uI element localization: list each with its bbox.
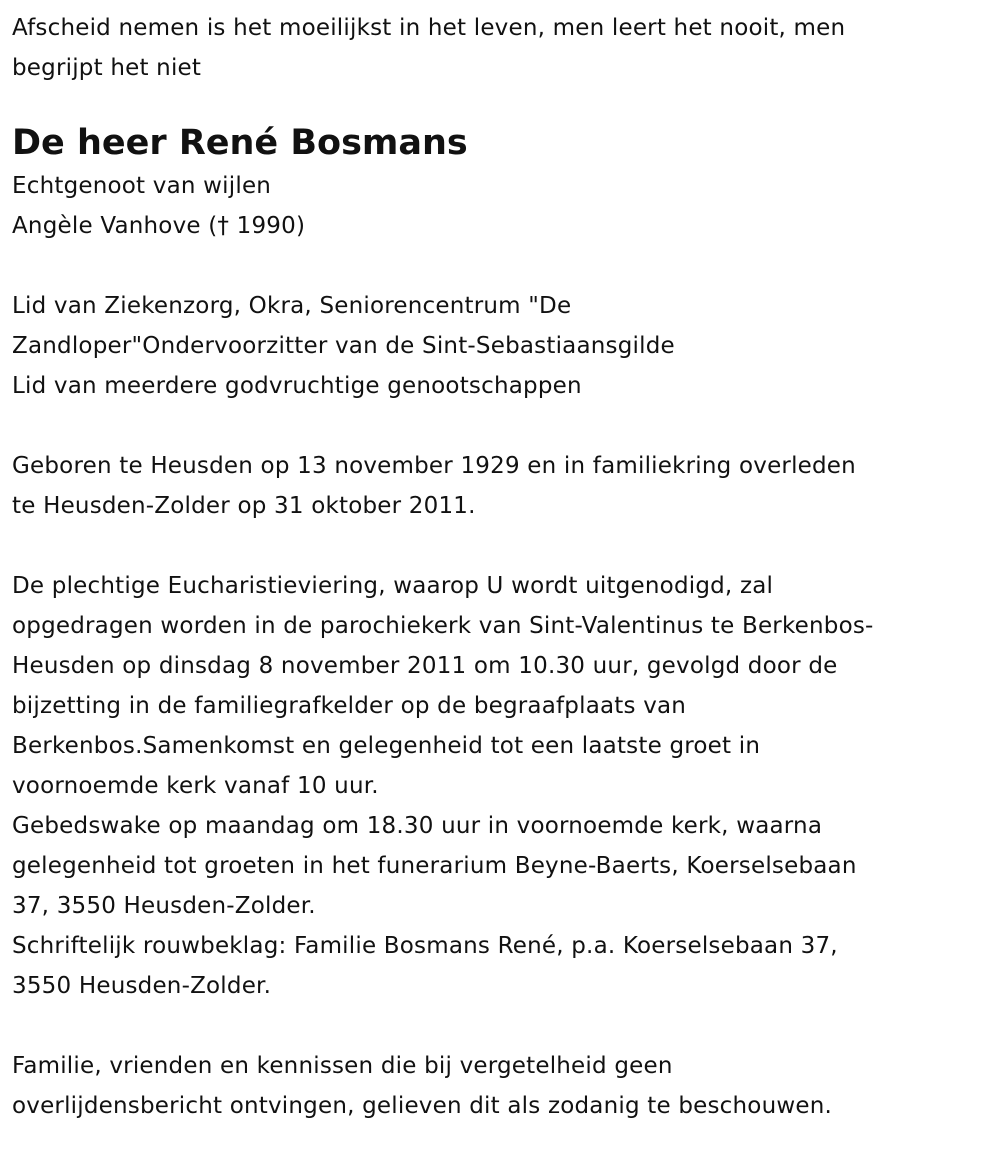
ceremony-info bbox=[12, 566, 1000, 1006]
ceremony-line: De plechtige Eucharistieviering, waarop U wordt uitgenodigd, zal bbox=[12, 573, 774, 599]
ceremony-line: Heusden op dinsdag 8 november 2011 om 10.30 uur, gevolgd door de bbox=[12, 653, 838, 679]
birth-death-line: Geboren te Heusden op 13 november 1929 en in familiekring overleden bbox=[12, 453, 856, 479]
ceremony-line: 37, 3550 Heusden-Zolder. bbox=[12, 893, 316, 919]
ceremony-line: 3550 Heusden-Zolder. bbox=[12, 973, 272, 999]
ceremony-line: gelegenheid tot groeten in het funerarium Beyne-Baerts, Koerselsebaan bbox=[12, 853, 857, 879]
membership-line: Lid van meerdere godvruchtige genootschappen bbox=[12, 373, 582, 399]
motto-line: Afscheid nemen is het moeilijkst in het leven, men leert het nooit, men bbox=[12, 15, 846, 41]
deceased-name: De heer René Bosmans bbox=[12, 123, 468, 163]
ceremony-line: bijzetting in de familiegrafkelder op de begraafplaats van bbox=[12, 693, 687, 719]
motto-line: begrijpt het niet bbox=[12, 55, 202, 81]
spouse-line: Echtgenoot van wijlen bbox=[12, 173, 272, 199]
ceremony-line: Gebedswake op maandag om 18.30 uur in voornoemde kerk, waarna bbox=[12, 813, 823, 839]
memberships bbox=[12, 286, 1000, 406]
ceremony-line: Schriftelijk rouwbeklag: Familie Bosmans René, p.a. Koerselsebaan 37, bbox=[12, 933, 838, 959]
ceremony-line: opgedragen worden in de parochiekerk van Sint-Valentinus te Berkenbos- bbox=[12, 613, 874, 639]
birth-death-line: te Heusden-Zolder op 31 oktober 2011. bbox=[12, 493, 476, 519]
ceremony-line: Berkenbos.Samenkomst en gelegenheid tot een laatste groet in bbox=[12, 733, 761, 759]
motto bbox=[12, 8, 1000, 88]
birth-death bbox=[12, 446, 1000, 526]
spouse-line: Angèle Vanhove († 1990) bbox=[12, 213, 306, 239]
ceremony-line: voornoemde kerk vanaf 10 uur. bbox=[12, 773, 379, 799]
closing-line: overlijdensbericht ontvingen, gelieven dit als zodanig te beschouwen. bbox=[12, 1093, 832, 1119]
membership-line: Zandloper"Ondervoorzitter van de Sint-Sebastiaansgilde bbox=[12, 333, 675, 359]
spouse-info bbox=[12, 166, 1000, 246]
closing-line: Familie, vrienden en kennissen die bij vergetelheid geen bbox=[12, 1053, 673, 1079]
membership-line: Lid van Ziekenzorg, Okra, Seniorencentrum "De bbox=[12, 293, 572, 319]
closing-note bbox=[12, 1046, 1000, 1126]
